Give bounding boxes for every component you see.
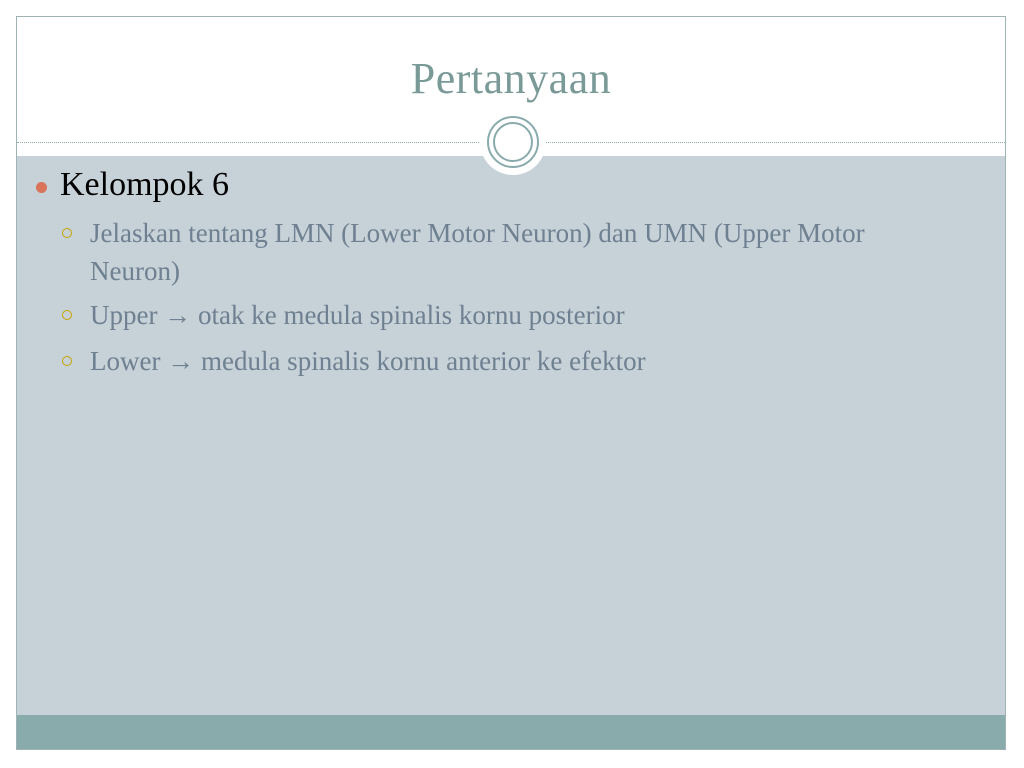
sub-bullet-text: Upper → otak ke medula spinalis kornu posterior: [90, 300, 625, 330]
filled-circle-bullet-icon: [36, 182, 47, 193]
sub-bullet-item: [62, 296, 922, 334]
hollow-circle-bullet-icon: [62, 356, 72, 366]
sub-bullet-item: [62, 214, 922, 290]
hollow-circle-bullet-icon: [62, 228, 72, 238]
hollow-circle-bullet-icon: [62, 310, 72, 320]
slide: [16, 16, 1006, 750]
sub-bullet-text: Lower → medula spinalis kornu anterior ke efektor: [90, 346, 646, 376]
sub-bullet-text: Jelaskan tentang LMN (Lower Motor Neuron) dan UMN (Upper Motor Neuron): [90, 218, 865, 286]
double-ring-circle-icon: [480, 109, 546, 175]
footer-bar: [17, 715, 1005, 749]
bullet-text: Kelompok 6: [60, 166, 230, 203]
slide-title: Pertanyaan: [410, 54, 612, 103]
sub-bullet-item: [62, 342, 922, 380]
